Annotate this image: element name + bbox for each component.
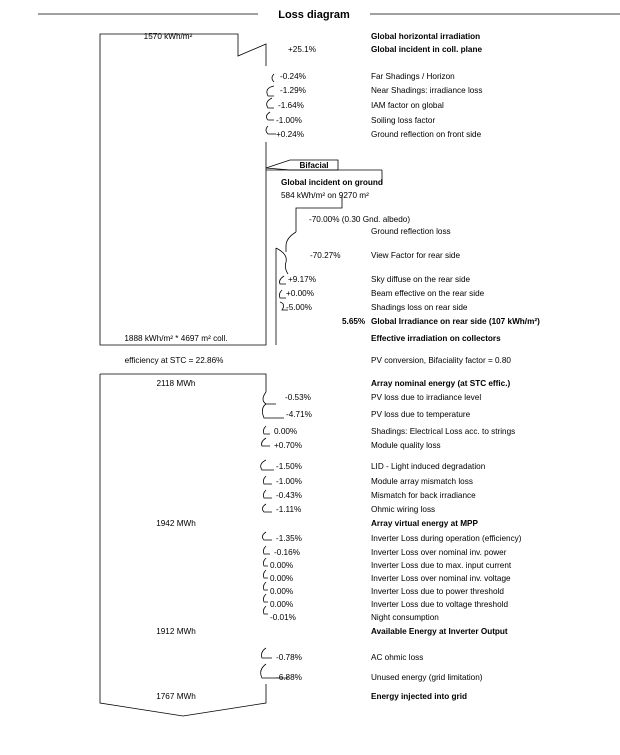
- inverter-loss-pct: -0.16%: [274, 548, 300, 557]
- ground-value: 584 kWh/m² on 9270 m²: [281, 191, 369, 200]
- array-loss-label: LID - Light induced degradation: [371, 462, 486, 471]
- rear-irradiance-label: Global Irradiance on rear side (107 kWh/m²): [371, 317, 540, 326]
- ac-loss-label: Unused energy (grid limitation): [371, 673, 483, 682]
- inverter-loss-list: [270, 534, 522, 622]
- rear-loss-list: [286, 275, 485, 312]
- view-factor-pct: -70.27%: [310, 251, 341, 260]
- array-loss-label: Module quality loss: [371, 441, 441, 450]
- rear-loss-pct: +0.00%: [286, 289, 314, 298]
- front-loss-list: [276, 72, 483, 139]
- ground-title: Global incident on ground: [281, 178, 383, 187]
- array-nominal-label: Array nominal energy (at STC effic.): [371, 379, 511, 388]
- inverter-loss-pct: 0.00%: [270, 587, 294, 596]
- array-loss-pct: -1.11%: [276, 505, 302, 514]
- collector-irradiation-value: 1888 kWh/m² * 4697 m² coll.: [124, 334, 228, 343]
- front-loss-label: Ground reflection on front side: [371, 130, 482, 139]
- inverter-loss-pct: 0.00%: [270, 600, 294, 609]
- rear-loss-label: Sky diffuse on the rear side: [371, 275, 471, 284]
- array-loss-label: Shadings: Electrical Loss acc. to strings: [371, 427, 516, 436]
- energy-band: [100, 374, 288, 716]
- array-loss-pct: -4.71%: [286, 410, 312, 419]
- array-loss-pct: 0.00%: [274, 427, 298, 436]
- front-loss-pct: -1.64%: [278, 101, 304, 110]
- front-loss-label: Soiling loss factor: [371, 116, 436, 125]
- ac-loss-pct: -0.78%: [276, 653, 302, 662]
- array-loss-label: Mismatch for back irradiance: [371, 491, 476, 500]
- array-loss-label: PV loss due to temperature: [371, 410, 471, 419]
- albedo-label: Ground reflection loss: [371, 227, 451, 236]
- array-virtual-label: Array virtual energy at MPP: [371, 519, 478, 528]
- albedo-pct: -70.00% (0.30 Gnd. albedo): [309, 215, 411, 224]
- inverter-loss-pct: 0.00%: [270, 561, 294, 570]
- ghi-label: Global horizontal irradiation: [371, 32, 481, 41]
- front-loss-pct: +0.24%: [276, 130, 304, 139]
- array-loss-pct: -0.53%: [285, 393, 311, 402]
- front-loss-label: Near Shadings: irradiance loss: [371, 86, 483, 95]
- incident-gain-label: Global incident in coll. plane: [371, 45, 482, 54]
- array-loss-label: PV loss due to irradiance level: [371, 393, 482, 402]
- array-virtual-value: 1942 MWh: [156, 519, 196, 528]
- grid-energy-value: 1767 MWh: [156, 692, 196, 701]
- inverter-loss-label: Inverter Loss during operation (efficiency): [371, 534, 522, 543]
- rear-loss-label: Shadings loss on rear side: [371, 303, 468, 312]
- array-nominal-value: 2118 MWh: [156, 379, 196, 388]
- array-loss-pct: -1.00%: [276, 477, 302, 486]
- inverter-loss-label: Inverter Loss due to max. input current: [371, 561, 512, 570]
- array-loss-pct: -0.43%: [276, 491, 302, 500]
- inverter-loss-pct: 0.00%: [270, 574, 294, 583]
- pv-conversion-label: PV conversion, Bifaciality factor = 0.80: [371, 356, 511, 365]
- bifacial-label: Bifacial: [299, 161, 329, 170]
- front-loss-pct: -0.24%: [280, 72, 306, 81]
- grid-energy-label: Energy injected into grid: [371, 692, 467, 701]
- stc-efficiency: efficiency at STC = 22.86%: [124, 356, 224, 365]
- rear-loss-pct: +9.17%: [288, 275, 316, 284]
- diagram-title: Loss diagram: [278, 9, 350, 21]
- irradiance-band: [100, 34, 382, 345]
- rear-irradiance-pct: 5.65%: [342, 317, 366, 326]
- collector-irradiation-label: Effective irradiation on collectors: [371, 334, 501, 343]
- array-loss-label: Ohmic wiring loss: [371, 505, 436, 514]
- inverter-output-value: 1912 MWh: [156, 627, 196, 636]
- front-loss-label: IAM factor on global: [371, 101, 444, 110]
- inverter-output-label: Available Energy at Inverter Output: [371, 627, 508, 636]
- front-loss-pct: -1.29%: [280, 86, 306, 95]
- inverter-loss-label: Night consumption: [371, 613, 439, 622]
- inverter-loss-label: Inverter Loss over nominal inv. power: [371, 548, 507, 557]
- inverter-loss-pct: -0.01%: [270, 613, 296, 622]
- array-loss-label: Module array mismatch loss: [371, 477, 473, 486]
- ac-loss-pct: -6.88%: [276, 673, 302, 682]
- front-loss-label: Far Shadings / Horizon: [371, 72, 455, 81]
- inverter-loss-label: Inverter Loss due to voltage threshold: [371, 600, 508, 609]
- rear-loss-pct: -5.00%: [286, 303, 312, 312]
- array-loss-pct: -1.50%: [276, 462, 302, 471]
- array-loss-pct: +0.70%: [274, 441, 302, 450]
- view-factor-label: View Factor for rear side: [371, 251, 461, 260]
- ghi-value: 1570 kWh/m²: [143, 32, 193, 41]
- inverter-loss-label: Inverter Loss over nominal inv. voltage: [371, 574, 511, 583]
- front-loss-pct: -1.00%: [276, 116, 302, 125]
- incident-gain-pct: +25.1%: [288, 45, 316, 54]
- ac-loss-list: [276, 653, 483, 682]
- inverter-loss-label: Inverter Loss due to power threshold: [371, 587, 504, 596]
- inverter-loss-pct: -1.35%: [276, 534, 302, 543]
- array-loss-list: [274, 393, 515, 514]
- ac-loss-label: AC ohmic loss: [371, 653, 424, 662]
- rear-loss-label: Beam effective on the rear side: [371, 289, 485, 298]
